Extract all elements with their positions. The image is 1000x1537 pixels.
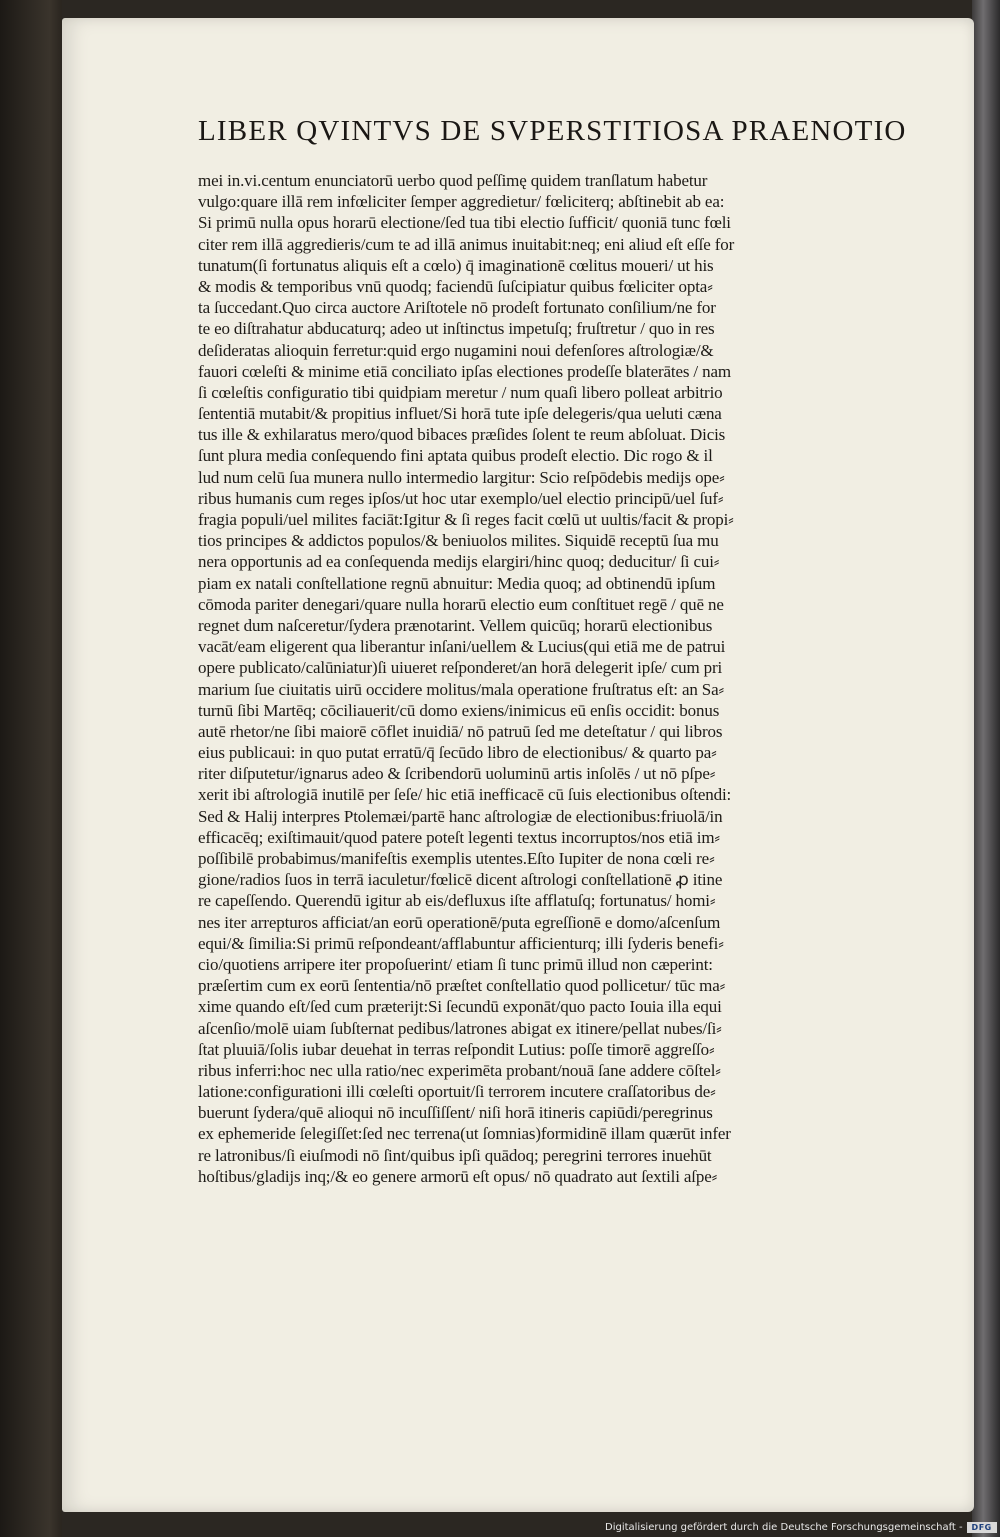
text-line: re capeſſendo. Querendū igitur ab eis/defluxus iſte afflatuſq; fortunatus/ homi⸗ <box>198 891 716 911</box>
text-line: gione/radios ſuos in terrā iaculetur/fœlicē dicent aſtrologi conſtellationē ꝓ itine <box>198 870 723 890</box>
text-line: riter diſputetur/ignarus adeo & ſcribendorū uoluminū artis inſolēs / ut nō pſpe⸗ <box>198 764 716 784</box>
text-line: te eo diſtrahatur abducaturq; adeo ut inſtinctus impetuſq; fruſtretur / quo in res <box>198 319 715 339</box>
text-line: tus ille & exhilaratus mero/quod bibaces præſides ſolent te reum abſoluat. Dicis <box>198 425 726 445</box>
text-line: fragia populi/uel milites faciāt:Igitur & ſi reges facit cœlū ut uultis/facit & propi⸗ <box>198 510 734 529</box>
text-block <box>198 170 943 1187</box>
text-line: xime quando eſt/ſed cum præterijt:Si ſecundū exponāt/quo pacto Iouia illa equi <box>198 997 722 1017</box>
text-line: marium ſue ciuitatis uirū occidere molitus/mala operatione fruſtratus eſt: an Sa⸗ <box>198 679 725 699</box>
text-line: regnet dum naſceretur/ſydera prænotarint. Vellem quicūq; horarū electionibus <box>198 615 713 635</box>
dfg-logo-icon: DFG <box>967 1522 997 1533</box>
text-line: & modis & temporibus vnū quodq; faciendū ſuſcipiatur quibus fœliciter opta⸗ <box>198 276 713 296</box>
text-line: eius publicaui: in quo putat erratū/q̄ ſecūdo libro de electionibus/ & quarto pa⸗ <box>198 743 717 763</box>
text-line: buerunt ſydera/quē alioqui nō incuſſiſſent/ niſi horā itineris capiūdi/peregrinus <box>198 1103 713 1123</box>
running-head: LIBER QVINTVS DE SVPERSTITIOSA PRAENOTIO <box>198 115 907 147</box>
text-line: citer rem illā aggredieris/cum te ad illā animus inuitabit:neq; eni aliud eſt eſſe for <box>198 234 735 254</box>
scan-background-left <box>0 0 62 1537</box>
text-line: hoſtibus/gladijs inq;/& eo genere armorū eſt opus/ nō quadrato aut ſextili aſpe⸗ <box>198 1166 718 1186</box>
text-line: ſunt plura media conſequendo fini aptata quibus prodeſt electio. Dic rogo & il <box>198 446 713 466</box>
text-line: turnū ſibi Martēq; cōciliauerit/cū domo exiens/inimicus eū enſis occidit: bonus <box>198 700 720 720</box>
text-line: fauori cœleſti & minime etiā conciliato ipſas electiones prodeſſe blaterātes / nam <box>198 361 731 381</box>
text-line: lud num celū ſua munera nullo intermedio largitur: Scio reſpōdebis medijs ope⸗ <box>198 467 725 487</box>
text-line: vulgo:quare illā rem infœliciter ſemper aggredietur/ fœliciterq; abſtinebit ab ea: <box>198 192 725 212</box>
text-line: autē rhetor/ne ſibi maiorē cōflet inuidiā/ nō patruū ſed me deteſtatur / qui libros <box>198 721 723 741</box>
text-line: ribus humanis cum reges ipſos/ut hoc utar exemplo/uel electio principū/uel ſuf⸗ <box>198 488 724 508</box>
text-line: ex ephemeride ſelegiſſet:ſed nec terrena(ut ſomnias)formidinē illam quærūt infer <box>198 1124 731 1144</box>
credit-text: Digitalisierung gefördert durch die Deutsche Forschungsgemeinschaft - <box>605 1521 963 1533</box>
text-line: xerit ibi aſtrologiā inutilē per ſeſe/ hic etiā inefficacē cū ſuis electionibus oſtendi: <box>198 785 732 805</box>
text-line: efficacēq; exiſtimauit/quod patere poteſt legenti textus incorruptos/nos etiā im⸗ <box>198 827 720 847</box>
text-line: piam ex natali conſtellatione regnū abnuitur: Media quoq; ad obtinendū ipſum <box>198 573 716 593</box>
text-line: Si primū nulla opus horarū electione/ſed tua tibi electio ſufficit/ quoniā tunc fœli <box>198 213 731 233</box>
text-line: mei in.vi.centum enunciatorū uerbo quod peſſimę quidem tranſlatum habetur <box>198 171 708 190</box>
text-line: ſi cœleſtis configuratio tibi quidpiam meretur / num quaſi libero polleat arbitrio <box>198 382 723 402</box>
text-line: præſertim cum ex eorū ſententia/nō præſtet conſtellatio quod pollicetur/ tūc ma⸗ <box>198 976 726 996</box>
text-line: tios principes & addictos populos/& beniuolos milites. Siquidē receptū ſua mu <box>198 531 719 551</box>
text-line: nes iter arrepturos afficiat/an eorū operationē/puta egreſſionē e domo/aſcenſum <box>198 912 721 932</box>
text-line: Sed & Halij interpres Ptolemæi/partē hanc aſtrologiæ de electionibus:friuolā/in <box>198 806 723 826</box>
text-line: re latronibus/ſi eiuſmodi nō ſint/quibus ipſi quādoq; peregrini terrores inuehūt <box>198 1145 712 1165</box>
text-line: deſideratas alioquin ferretur:quid ergo nugamini noui defenſores aſtrologiæ/& <box>198 340 714 360</box>
text-line: ſententiā mutabit/& propitius influet/Si horā tute ipſe delegeris/qua ueluti cæna <box>198 404 722 424</box>
text-line: cio/quotiens arripere iter propoſuerint/ etiam ſi tunc primū illud non cæperint: <box>198 954 713 974</box>
text-line: ribus inferri:hoc nec ulla ratio/nec experimēta probant/nouā ſane addere cōſtel⸗ <box>198 1060 721 1080</box>
text-line: poſſibilē probabimus/manifeſtis exemplis utentes.Eſto Iupiter de nona cœli re⸗ <box>198 849 715 868</box>
text-line: ſtat pluuiā/ſolis iubar deuehat in terras reſpondit Lutius: poſſe timorē aggreſſo⸗ <box>198 1039 715 1059</box>
text-line: cōmoda pariter denegari/quare nulla horarū electio eum conſtituet regē / quē ne <box>198 594 724 614</box>
text-line: equi/& ſimilia:Si primū reſpondeant/afflabuntur afficienturq; illi ſyderis benefi⸗ <box>198 933 724 953</box>
text-line: tunatum(ſi fortunatus aliquis eſt a cœlo) q̄ imaginationē cœlitus moueri/ ut his <box>198 255 714 275</box>
text-line: ta ſuccedant.Quo circa auctore Ariſtotele nō prodeſt fortunato conſilium/ne for <box>198 298 716 318</box>
text-line: opere publicato/calūniatur)ſi uiueret reſponderet/an horā delegerit ipſe/ cum pri <box>198 658 723 678</box>
text-line: latione:configurationi illi cœleſti oportuit/ſi terrorem incutere craſſatoribus de⸗ <box>198 1082 716 1102</box>
text-line: nera opportunis ad ea conſequenda medijs elargiri/hinc quoq; deducitur/ ſi cui⸗ <box>198 552 720 572</box>
text-line: aſcenſio/molē uiam ſubſternat pedibus/latrones abigat ex itinere/pellat nubes/ſi⸗ <box>198 1018 722 1038</box>
text-line: vacāt/eam eligerent qua liberantur inſani/uellem & Lucius(qui etiā me de patrui <box>198 637 726 657</box>
scan-background-right <box>972 0 1000 1537</box>
digitization-credit <box>605 1519 998 1535</box>
